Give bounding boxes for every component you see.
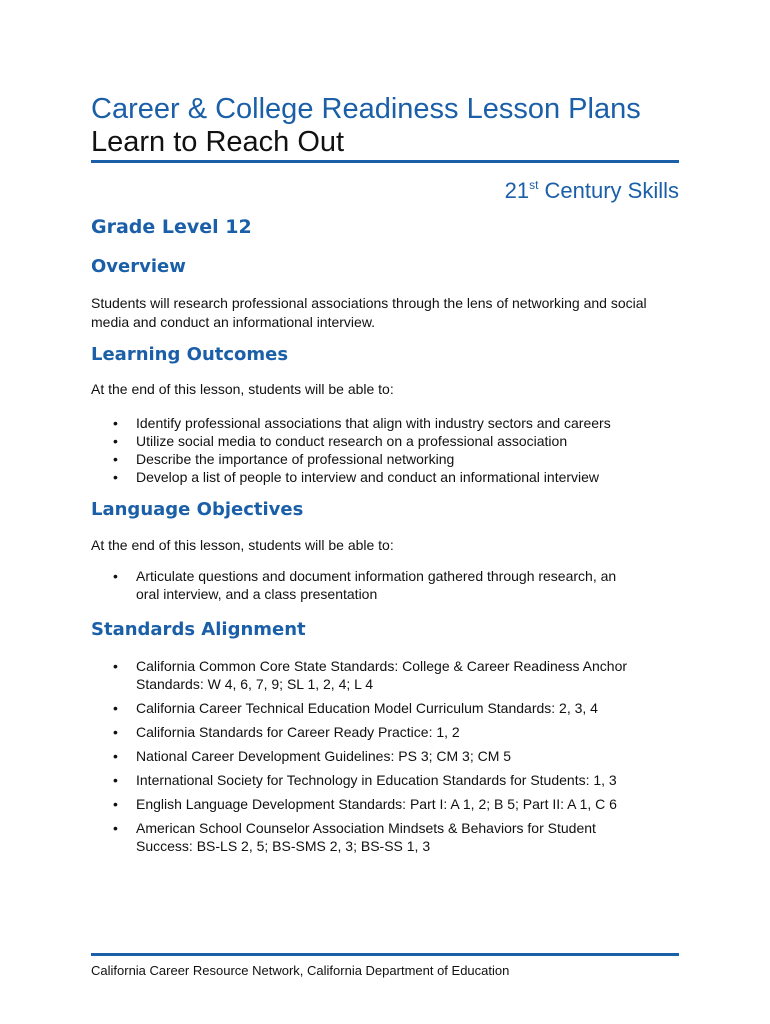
language-objectives-intro: At the end of this lesson, students will be able to: <box>91 537 394 553</box>
topic-prefix: 21 <box>504 178 530 203</box>
list-item <box>91 468 679 486</box>
bullet-icon: • <box>113 658 118 674</box>
overview-text: Students will research professional associations through the lens of networking and social media and conduct an informational interview. <box>91 295 647 330</box>
list-item <box>91 771 679 789</box>
title-divider <box>91 160 679 163</box>
list-item-text: California Career Technical Education Model Curriculum Standards: 2, 3, 4 <box>136 700 598 716</box>
list-item-text: American School Counselor Association Mindsets & Behaviors for Student Success: BS-LS 2, 5; BS-SMS 2, 3; BS-SS 1, 3 <box>136 820 596 854</box>
list-item <box>91 795 679 813</box>
list-item <box>91 657 679 693</box>
list-item <box>91 414 679 432</box>
bullet-icon: • <box>113 433 118 449</box>
topic-suffix: Century Skills <box>538 178 679 203</box>
topic-label <box>505 171 679 205</box>
bullet-icon: • <box>113 568 118 584</box>
list-item-text: Develop a list of people to interview and conduct an informational interview <box>136 469 600 485</box>
list-item-text: Utilize social media to conduct research on a professional association <box>136 433 568 449</box>
bullet-icon: • <box>113 820 118 836</box>
list-item-text: English Language Development Standards: Part I: A 1, 2; B 5; Part II: A 1, C 6 <box>136 796 617 812</box>
list-item <box>91 567 679 603</box>
list-item <box>91 723 679 741</box>
bullet-icon: • <box>113 469 118 485</box>
list-item <box>91 699 679 717</box>
bullet-icon: • <box>113 415 118 431</box>
learning-outcomes-heading: Learning Outcomes <box>91 344 289 365</box>
list-item-text: Describe the importance of professional networking <box>136 451 455 467</box>
bullet-icon: • <box>113 796 118 812</box>
bullet-icon: • <box>113 451 118 467</box>
topic-superscript: st <box>529 178 539 192</box>
list-item <box>91 747 679 765</box>
grade-level-heading: Grade Level 12 <box>91 216 252 238</box>
lesson-series-title: Career & College Readiness Lesson Plans <box>91 93 641 125</box>
standards-alignment-heading: Standards Alignment <box>91 619 306 640</box>
list-item-text: Articulate questions and document information gathered through research, an oral interview, and a class presentation <box>136 568 617 602</box>
bullet-icon: • <box>113 700 118 716</box>
footer-divider <box>91 953 679 956</box>
lesson-title: Learn to Reach Out <box>91 126 345 158</box>
list-item <box>91 819 679 855</box>
list-item <box>91 432 679 450</box>
list-item-text: California Standards for Career Ready Practice: 1, 2 <box>136 724 460 740</box>
standards-alignment-list <box>91 657 679 861</box>
footer-text: California Career Resource Network, California Department of Education <box>91 963 510 978</box>
list-item <box>91 450 679 468</box>
list-item-text: National Career Development Guidelines: PS 3; CM 3; CM 5 <box>136 748 512 764</box>
bullet-icon: • <box>113 724 118 740</box>
overview-heading: Overview <box>91 256 186 277</box>
list-item-text: California Common Core State Standards: College & Career Readiness Anchor Standards: W 4, 6, 7, 9; SL 1, 2, 4; L 4 <box>136 658 628 692</box>
list-item-text: Identify professional associations that align with industry sectors and careers <box>136 415 611 431</box>
bullet-icon: • <box>113 772 118 788</box>
bullet-icon: • <box>113 748 118 764</box>
learning-outcomes-intro: At the end of this lesson, students will be able to: <box>91 381 394 397</box>
language-objectives-heading: Language Objectives <box>91 499 304 520</box>
list-item-text: International Society for Technology in Education Standards for Students: 1, 3 <box>136 772 617 788</box>
language-objectives-list <box>91 567 679 603</box>
learning-outcomes-list <box>91 414 679 486</box>
